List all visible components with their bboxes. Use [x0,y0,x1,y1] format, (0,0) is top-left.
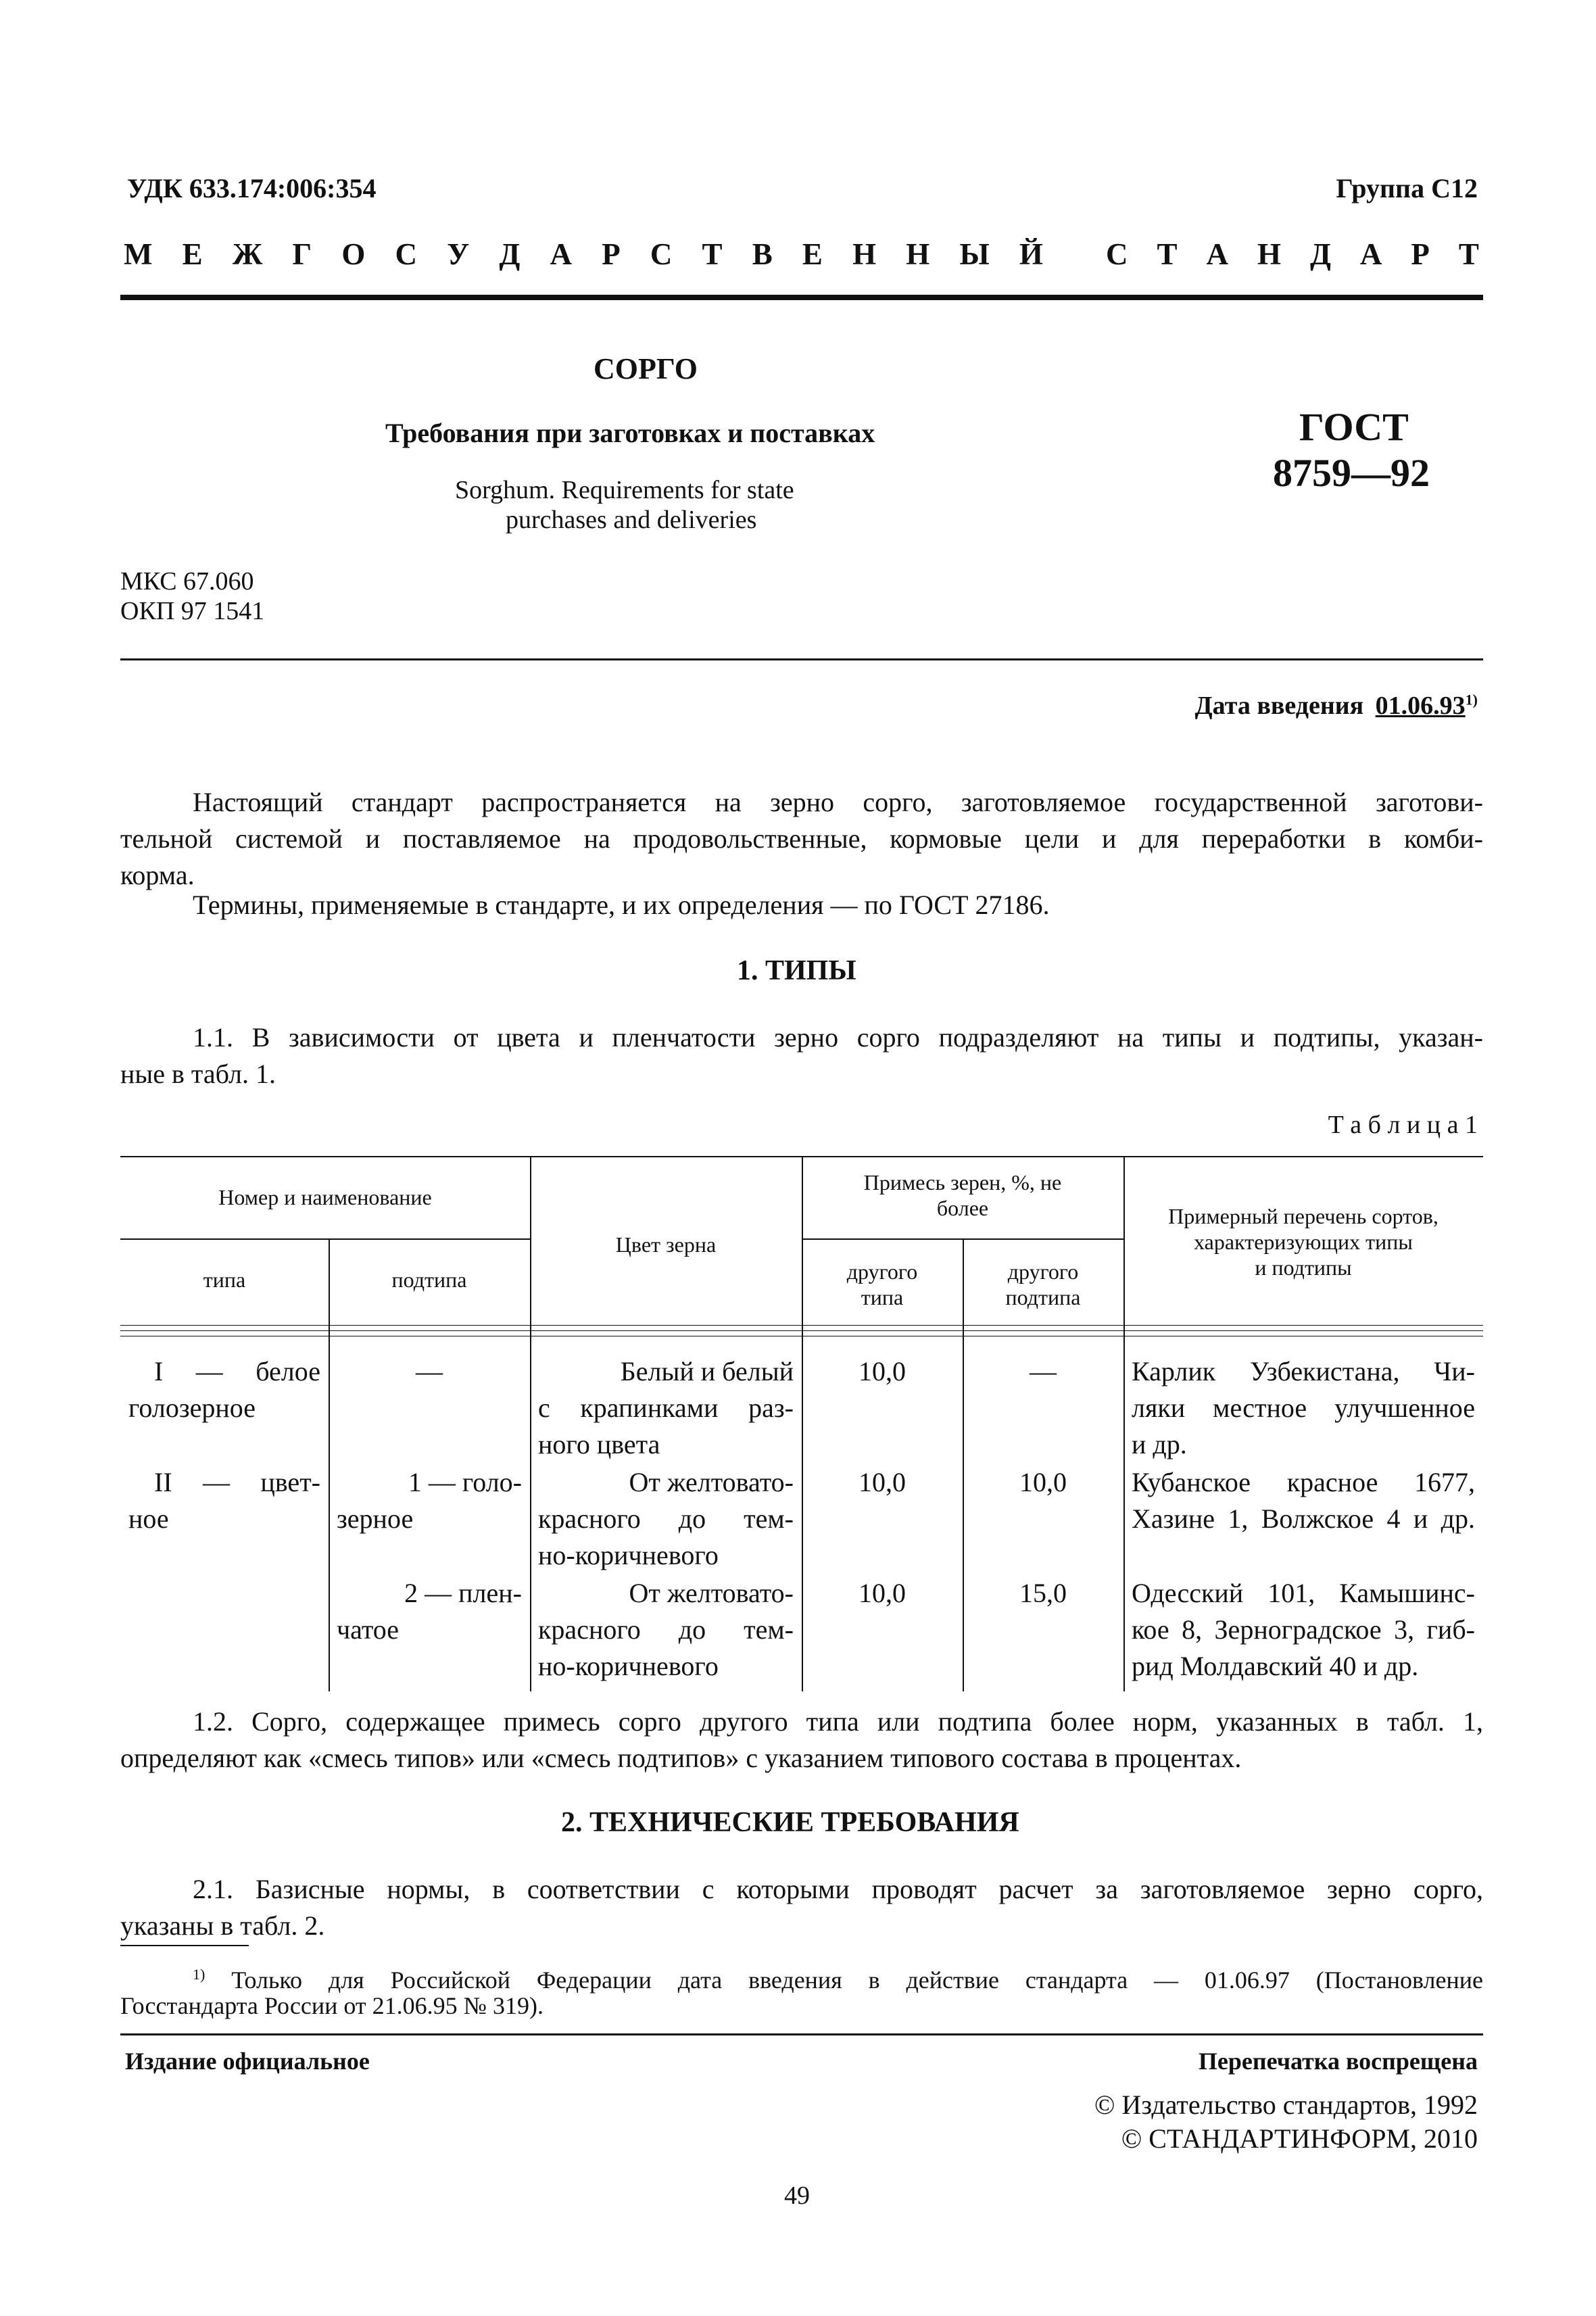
reprint-prohibited: Перепечатка воспрещена [1198,2048,1478,2075]
td-color [538,1353,794,1463]
p12-line1: 1.2. Сорго, содержащее примесь сорго другого типа или подтипа более норм, указанных в табл. 1, [193,1706,1483,1737]
heading-letter: Т [1458,237,1479,271]
heading-letter: Г [292,237,312,271]
td-varieties-line: кое 8, Зерноградское 3, гиб- [1132,1614,1475,1645]
footnote-mark: 1) [193,1966,205,1983]
heading-letter: Р [602,237,621,271]
heading-letter: Р [1411,237,1430,271]
th-other-type-l2: типа [861,1285,904,1309]
title-rule [120,658,1483,660]
th-varieties-l1: Примерный перечень сортов, [1168,1204,1438,1228]
date-label: Дата введения [1194,692,1364,720]
heading-letter: Д [1309,237,1331,271]
td-type [128,1353,320,1426]
td-other-subtype-line: — [1030,1356,1057,1386]
td-color-line: ного цвета [538,1429,660,1459]
page-number: 49 [784,2181,810,2210]
table1-vline-1 [329,1238,330,1691]
footnote-separator [120,1945,249,1946]
heading-letter: Е [182,237,203,271]
td-varieties-line: ляки местное улучшенное [1132,1393,1475,1423]
heading-letter: С [650,237,673,271]
heading-letter: Т [702,237,723,271]
td-color-line: но-коричневого [538,1540,719,1570]
td-color-line: От желтовато- [629,1578,794,1608]
td-type-line: I — белое [154,1356,320,1386]
standard-heading [1106,237,1479,272]
section1-heading: 1. ТИПЫ [737,955,856,986]
intro-p1-line1: Настоящий стандарт распространяется на зерно сорго, заготовляемое государственной заготови- [193,787,1483,817]
th-type: типа [203,1268,246,1292]
heading-letter: М [124,237,153,271]
intro-p2: Термины, применяемые в стандарте, и их определения — по ГОСТ 27186. [193,890,1050,920]
th-other-type [802,1259,963,1310]
heading-letter: Д [499,237,521,271]
td-type [128,1464,320,1537]
mks-code: МКС 67.060 [120,567,254,596]
footnote-text-line1: Только для Российской Федерации дата введения в действие стандарта — 01.06.97 (Постановление [231,1967,1483,1994]
p21-line2: указаны в табл. 2. [120,1910,325,1941]
heading-letter: Т [1157,237,1178,271]
heading-letter: В [752,237,773,271]
english-title-line2: purchases and deliveries [506,506,757,534]
td-varieties-line: Хазине 1, Волжское 4 и др. [1132,1503,1475,1534]
th-admixture-l1: Примесь зерен, %, не [863,1170,1062,1195]
th-admixture [802,1169,1123,1221]
okp-code: ОКП 97 1541 [120,597,265,625]
td-other-type [810,1575,954,1612]
heading-letter: Й [1019,237,1043,271]
doc-subtitle: Требования при заготовках и поставках [385,418,875,448]
td-varieties-line: Одесский 101, Камышинс- [1132,1578,1475,1608]
doc-title: СОРГО [594,352,698,385]
intro-p1-line3: корма. [120,860,195,890]
footer-rule [120,2033,1483,2035]
table1-vline-3 [802,1156,803,1691]
th-varieties [1123,1203,1483,1280]
th-admixture-l2: более [936,1196,989,1220]
td-color [538,1464,794,1574]
th-subtype: подтипа [391,1268,467,1292]
official-edition: Издание официальное [125,2048,370,2075]
copyright-2010: © СТАНДАРТИНФОРМ, 2010 [1121,2123,1478,2154]
td-color-line: красного до тем- [538,1503,794,1534]
td-type-line: II — цвет- [154,1467,320,1497]
gost-number: 8759—92 [1273,451,1430,495]
th-other-subtype-l2: подтипа [1005,1285,1081,1309]
heading-letter: А [550,237,573,271]
td-subtype-line: 2 — плен- [404,1578,522,1608]
heading-letter: Ы [959,237,990,271]
td-subtype [337,1575,522,1648]
english-title-line1: Sorghum. Requirements for state [455,476,794,504]
td-subtype-line: зерное [337,1503,414,1534]
td-varieties-line: и др. [1132,1429,1187,1459]
heading-letter: Н [1257,237,1281,271]
td-subtype [337,1464,522,1537]
td-subtype [337,1353,522,1390]
td-other-type-line: 10,0 [859,1578,906,1608]
td-other-type [810,1464,954,1501]
th-other-type-l1: другого [846,1259,918,1284]
date-footnote-mark: 1) [1465,691,1478,708]
heading-letter: А [1359,237,1382,271]
heading-letter: Ж [232,237,263,271]
td-type-line: ное [128,1503,169,1534]
heading-letter: Е [802,237,823,271]
td-color [538,1575,794,1685]
p21-line1: 2.1. Базисные нормы, в соответствии с которыми проводят расчет за заготовляемое зерно сорго, [193,1874,1483,1904]
td-other-type [810,1353,954,1390]
table1-label: Т а б л и ц а 1 [1328,1111,1478,1139]
td-other-subtype [971,1464,1115,1501]
td-other-type-line: 10,0 [859,1467,906,1497]
td-varieties-line: рид Молдавский 40 и др. [1132,1651,1419,1681]
td-type-line: голозерное [128,1393,256,1423]
date-value: 01.06.93 [1375,692,1466,720]
p11-line2: ные в табл. 1. [120,1059,276,1089]
udk-code: УДК 633.174:006:354 [127,173,377,203]
td-other-subtype [971,1353,1115,1390]
td-other-subtype-line: 15,0 [1019,1578,1067,1608]
td-color-line: но-коричневого [538,1651,719,1681]
heading-letter: А [1206,237,1228,271]
heading-letter: С [395,237,418,271]
td-color-line: От желтовато- [629,1467,794,1497]
td-color-line: с крапинками раз- [538,1393,794,1423]
td-varieties-line: Карлик Узбекистана, Чи- [1132,1356,1475,1386]
heading-letter: С [1106,237,1128,271]
heading-letter: Н [906,237,930,271]
p12-line2: определяют как «смесь типов» или «смесь подтипов» с указанием типового состава в процентах. [120,1743,1242,1773]
td-subtype-line: 1 — голо- [408,1467,522,1497]
footnote-line2: Госстандарта России от 21.06.95 № 319). [120,1992,543,2019]
intro-p1-line2: тельной системой и поставляемое на продовольственные, кормовые цели и для переработки в комби- [120,823,1483,854]
introduction-date [1195,691,1478,721]
th-other-subtype-l1: другого [1007,1259,1079,1284]
heading-letter: У [447,237,470,271]
p11-line1: 1.1. В зависимости от цвета и пленчатости зерно сорго подразделяют на типы и подтипы, указан- [193,1022,1483,1053]
interstate-heading [124,237,1043,272]
heading-letter: Н [852,237,877,271]
td-subtype-line: — [416,1356,443,1386]
td-varieties [1132,1575,1475,1685]
td-other-type-line: 10,0 [859,1356,906,1386]
header-rule [120,295,1483,300]
group-code: Группа С12 [1336,173,1478,203]
th-color: Цвет зерна [615,1232,717,1257]
td-color-line: красного до тем- [538,1614,794,1645]
heading-letter: О [341,237,366,271]
table1-header-split [120,1238,530,1240]
td-other-subtype-line: 10,0 [1019,1467,1067,1497]
th-other-subtype [963,1259,1123,1310]
section2-heading: 2. ТЕХНИЧЕСКИЕ ТРЕБОВАНИЯ [561,1807,1019,1838]
copyright-1992: © Издательство стандартов, 1992 [1094,2090,1478,2120]
td-varieties [1132,1464,1475,1537]
gost-label: ГОСТ [1299,405,1409,449]
td-varieties [1132,1353,1475,1463]
th-number-name: Номер и наименование [218,1185,432,1209]
th-varieties-l3: и подтипы [1255,1255,1352,1280]
td-varieties-line: Кубанское красное 1677, [1132,1467,1475,1497]
th-varieties-l2: характеризующих типы [1194,1230,1413,1254]
td-other-subtype [971,1575,1115,1612]
td-subtype-line: чатое [337,1614,400,1645]
td-color-line: Белый и белый [620,1356,794,1386]
